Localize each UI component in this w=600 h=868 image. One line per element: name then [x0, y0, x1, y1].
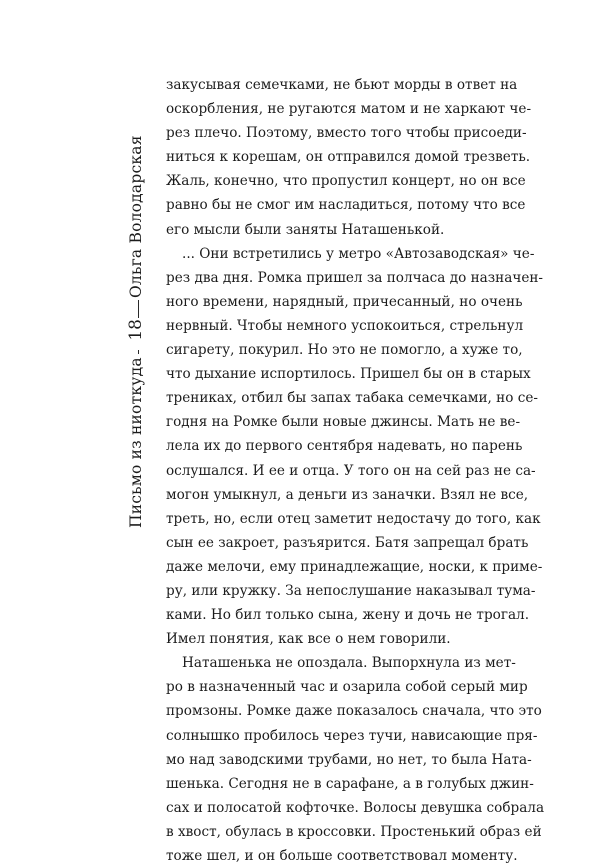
text-line: трениках, отбил бы запах табака семечками, но се-	[166, 390, 538, 407]
running-header-author: Ольга Володарская	[127, 135, 145, 298]
text-line: Имел понятия, как все о нем говорили.	[166, 631, 451, 648]
text-line: солнышко пробилось через тучи, нависающие пря-	[166, 727, 538, 744]
text-line: ро в назначенный час и озарила собой серый мир	[166, 679, 528, 696]
running-header-rule-top	[138, 300, 139, 318]
text-line: сах и полосатой кофточке. Волосы девушка собрала	[166, 799, 545, 816]
body-text	[166, 73, 545, 868]
text-line: мо над заводскими трубами, но нет, то была Ната-	[166, 751, 532, 768]
running-header-rule-bottom	[138, 350, 139, 354]
text-line: в хвост, обулась в кроссовки. Простенький образ ей	[166, 823, 542, 840]
text-line: нервный. Чтобы немного успокоиться, стрельнул	[166, 317, 524, 334]
text-line: ного времени, нарядный, причесанный, но очень	[166, 293, 523, 310]
text-line: рез два дня. Ромка пришел за полчаса до назначен-	[166, 269, 544, 286]
text-line: его мысли были заняты Наташенькой.	[166, 221, 445, 238]
text-line: закусывая семечками, не бьют морды в ответ на	[166, 77, 518, 93]
text-line: ками. Но бил только сына, жену и дочь не трогал.	[166, 607, 530, 624]
text-line: тоже шел, и он больше соответствовал моменту.	[166, 848, 518, 864]
text-line: равно бы не смог им насладиться, потому что все	[166, 197, 526, 214]
text-line: ру, или кружку. За непослушание наказывал тума-	[166, 582, 536, 599]
running-header	[125, 135, 155, 530]
text-line: рез плечо. Поэтому, вместо того чтобы присоеди-	[166, 125, 527, 142]
text-line: оскорбления, не ругаются матом и не харкают че-	[166, 101, 532, 118]
text-line: годня на Ромке были новые джинсы. Мать не ве-	[166, 414, 521, 431]
text-line: сигарету, покурил. Но это не помогло, а хуже то,	[166, 342, 523, 359]
text-line: что дыхание испортилось. Пришел бы он в старых	[166, 366, 531, 383]
text-line: Наташенька не опоздала. Выпорхнула из мет-	[182, 655, 516, 672]
text-line: Жаль, конечно, что пропустил концерт, но он все	[166, 173, 526, 190]
text-line: ниться к корешам, он отправился домой трезветь.	[166, 149, 531, 166]
text-line: даже мелочи, ему принадлежащие, носки, к приме-	[166, 558, 543, 575]
text-line: промзоны. Ромке даже показалось сначала, что это	[166, 703, 542, 720]
running-header-title: Письмо из ниоткуда	[127, 357, 145, 529]
text-line: лела их до первого сентября надевать, но парень	[166, 438, 523, 455]
text-line: треть, но, если отец заметит недостачу до того, как	[166, 510, 541, 527]
text-line: шенька. Сегодня не в сарафане, а в голубых джин-	[166, 775, 534, 792]
text-line: сын ее закроет, разъярится. Батя запрещал брать	[166, 534, 529, 551]
text-line: ... Они встретились у метро «Автозаводская» че-	[182, 245, 535, 262]
text-line: ослушался. И ее и отца. У того он на сей раз не са-	[166, 462, 536, 479]
page-number: 18	[126, 319, 146, 341]
text-line: могон умыкнул, а деньги из заначки. Взял не все,	[166, 486, 529, 503]
